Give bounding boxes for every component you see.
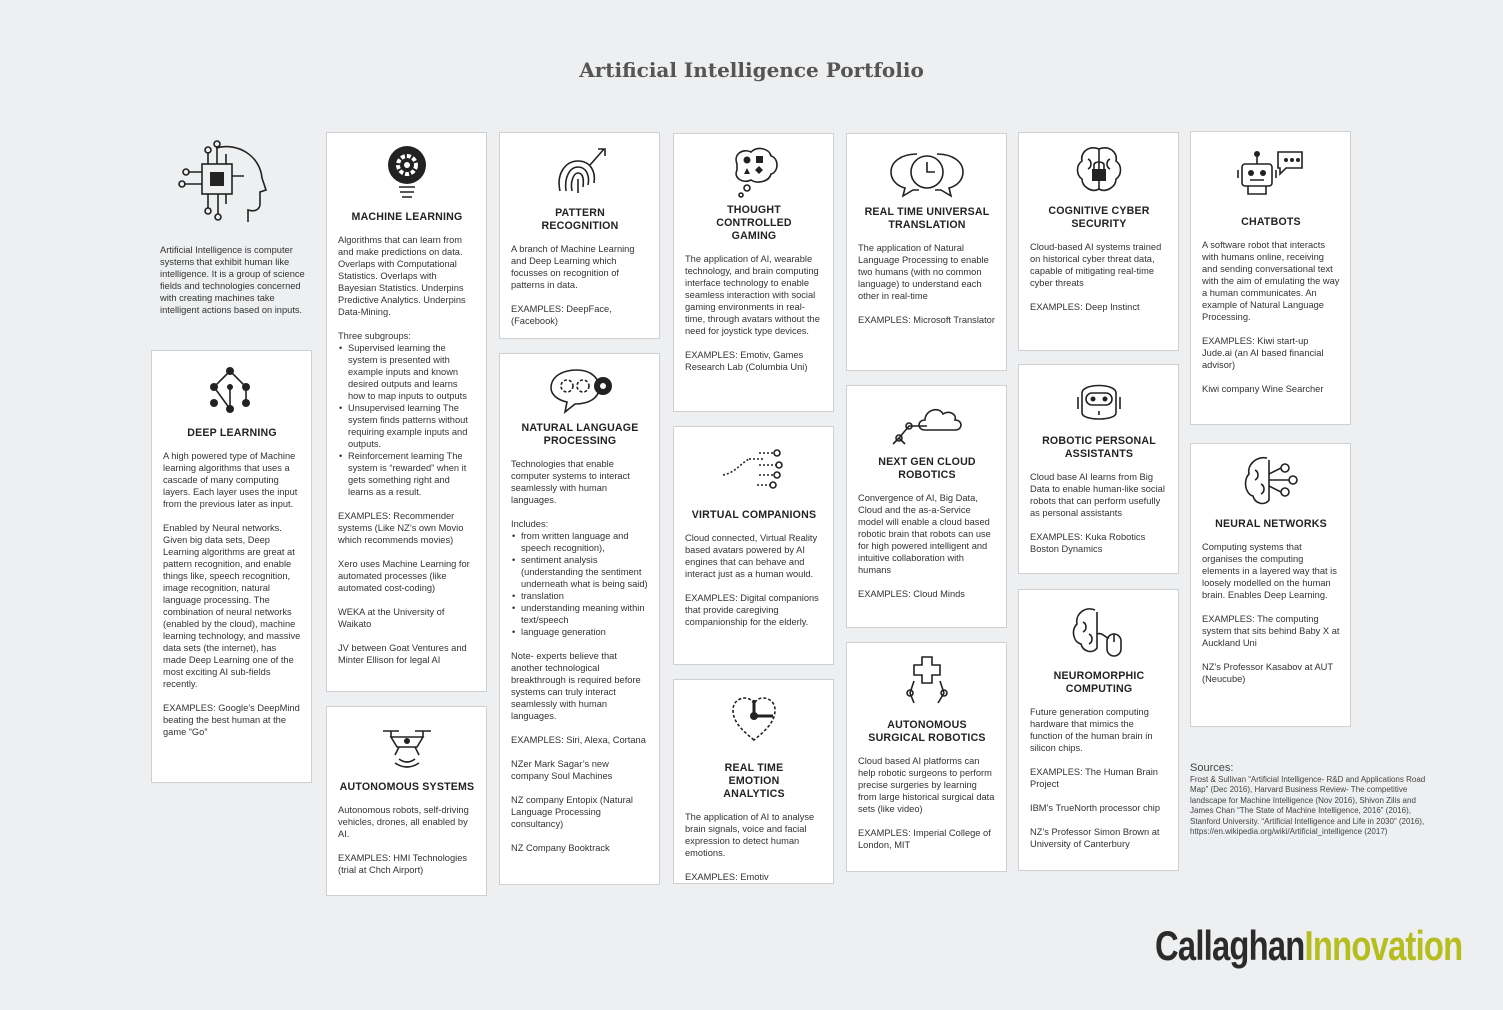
card-title: MACHINE LEARNING [351,211,463,223]
card-text: NZ company Entopix (Natural Language Processing consultancy) [511,795,633,829]
cloud-robot-arm-icon [887,396,967,446]
card-text: The application of AI to analyse brain signals, voice and facial expression to detect human emotions. [685,812,815,858]
card-text: Convergence of AI, Big Data, Cloud and the as-a-Service model will enable a cloud based robotic brain that robots can use for high powered intelligent and intuitive collaboration with humans [858,493,991,575]
speech-gears-icon [545,364,615,414]
card-translation [846,133,1007,371]
card-text: Cloud based AI platforms can help robotic surgeons to perform precise surgeries by learning from large historical surgical data sets (like video) [858,756,995,814]
card-examples: EXAMPLES: Imperial College of London, MIT [858,828,991,850]
list-item: • language generation [511,626,649,638]
speech-clock-icon [887,148,967,198]
card-text: Three subgroups: [338,331,411,341]
list-item: • translation [511,590,649,602]
card-examples: EXAMPLES: Kiwi start-up Jude.ai (an AI based financial advisor) [1202,336,1324,370]
card-text: Enabled by Neural networks. Given big data sets, Deep Learning algorithms are great at pattern recognition, and enable things like, speech recognition, image recognition, natural language processing. The combination of neural networks (enabled by the cloud), machine learning technology, and massive data sets (the internet), has made Deep Learning one of the most exciting AI sub-fields recently. [163,523,301,689]
card-chatbots [1190,131,1351,425]
card-thought-gaming [673,133,834,412]
card-text: Cloud base AI learns from Big Data to enable human-like social robots that can perform usefully as personal assistants [1030,472,1165,518]
card-text: IBM’s TrueNorth processor chip [1030,803,1161,813]
card-text: Technologies that enable computer systems to interact seamlessly with human languages. [511,459,630,505]
card-text: Cloud-based AI systems trained on historical cyber threat data, capable of mitigating real-time cyber threats [1030,242,1162,288]
card-emotion-analytics [673,679,834,884]
list-item: • understanding meaning within text/speech [511,602,649,626]
card-text: Cloud connected, Virtual Reality based avatars powered by AI engines that can behave and interact just as a human would. [685,533,818,579]
card-text: NZ’s Professor Simon Brown at University of Canterbury [1030,827,1160,849]
card-examples: EXAMPLES: Kuka Robotics Boston Dynamics [1030,532,1146,554]
ai-head-circuit-icon [178,140,268,225]
card-title: AUTONOMOUS SURGICAL ROBOTICS [868,719,986,744]
medical-cross-robot-icon [902,653,952,709]
list-item: • Supervised learning the system is presented with example inputs and known desired outputs and learns how to map inputs to outputs [338,342,476,402]
card-examples: EXAMPLES: The computing system that sits behind Baby X at Auckland Uni [1202,614,1340,648]
card-text: A branch of Machine Learning and Deep Learning which focusses on recognition of patterns in data. [511,244,635,290]
card-examples: EXAMPLES: HMI Technologies (trial at Chch Airport) [338,853,468,875]
card-neural-networks [1190,443,1351,727]
card-examples: EXAMPLES: Emotiv [685,872,769,882]
card-examples: EXAMPLES: Siri, Alexa, Cortana [511,735,646,745]
card-examples: EXAMPLES: Digital companions that provide caregiving companionship for the elderly. [685,593,819,627]
virtual-hand-icon [719,445,789,495]
brain-lock-icon [1074,143,1124,197]
card-text: NZer Mark Sagar’s new company Soul Machines [511,759,613,781]
card-title: CHATBOTS [1241,216,1301,228]
lightbulb-gear-icon [384,143,430,201]
card-title: NEXT GEN CLOUD ROBOTICS [878,456,976,481]
card-text: Includes: [511,519,549,529]
card-examples: EXAMPLES: Recommender systems (Like NZ’s own Movio which recommends movies) [338,511,464,545]
card-text: Algorithms that can learn from and make predictions on data. Overlaps with Computational Statistics. Overlaps with Bayesian Statistics. Underpins Predictive Analytics. Underpins Data-Mining. [338,235,466,317]
card-pattern-recognition [499,132,660,339]
card-text: Computing systems that organises the computing elements in a layered way that is loosely modelled on the human brain. Enables Deep Learning. [1202,542,1337,600]
list-item: • sentiment analysis (understanding the sentiment underneath what is being said) [511,554,649,590]
card-machine-learning [326,132,487,692]
card-examples: EXAMPLES: The Human Brain Project [1030,767,1158,789]
neural-dots-icon [202,365,262,415]
card-text: A high powered type of Machine learning algorithms that uses a cascade of many computing layers. Each layer uses the input from the previous later as input. [163,451,298,509]
sources-text: Frost & Sullivan “Artificial Intelligence- R&D and Applications Road Map” (Dec 2016), Harvard Business Review- The competitive landscape for Machine Intelligence (Nov 2016), Shivon Zilis and James Chan “The State of Machine Intelligence, 2016” (2016), Stanford University. “Artificial Intelligence and Life in 2030” (2016), https://en.wikipedia.org/wiki/Artificial_intelligence (2017) [1190,775,1426,837]
list-item: • from written language and speech recognition), [511,530,649,554]
card-text: Xero uses Machine Learning for automated processes (like automated cost-coding) [338,559,470,593]
card-virtual-companions [673,426,834,665]
logo-part-innovation: Innovation [1304,922,1463,969]
card-deep-learning [151,350,312,783]
card-text: Autonomous robots, self-driving vehicles, drones, all enabled by AI. [338,805,469,839]
list-item: • Reinforcement learning The system is “rewarded” when it gets something right and learns as a result. [338,450,476,498]
card-examples: EXAMPLES: Google’s DeepMind beating the best human at the game “Go” [163,703,300,737]
list-item: • Unsupervised learning The system finds patterns without requiring example inputs and outputs. [338,402,476,450]
card-neuromorphic [1018,589,1179,871]
heart-clock-icon [729,692,779,746]
card-title: AUTONOMOUS SYSTEMS [339,781,475,793]
robot-head-icon [1074,379,1124,425]
card-text: The application of AI, wearable technology, and brain computing interface technology to enable seamless interaction with social gaming environments in real-time, through avatars without the need for joystick type devices. [685,254,820,336]
thought-bubble-icon [727,144,781,200]
card-title: PATTERN RECOGNITION [541,207,619,232]
card-nlp [499,353,660,885]
card-title: VIRTUAL COMPANIONS [691,509,817,521]
card-title: NATURAL LANGUAGE PROCESSING [521,422,639,447]
card-text: NZ’s Professor Kasabov at AUT (Neucube) [1202,662,1333,684]
card-title: NEUROMORPHIC COMPUTING [1053,670,1145,695]
card-examples: EXAMPLES: Microsoft Translator [858,315,995,325]
card-examples: EXAMPLES: Emotiv, Games Research Lab (Columbia Uni) [685,350,808,372]
card-text: A software robot that interacts with humans online, receiving and sending conversational text with the aim of emulating the way a human communicates. An example of Natural Language Processing. [1202,240,1340,322]
brain-mouse-icon [1069,604,1129,660]
card-title: THOUGHT CONTROLLED GAMING [716,204,792,242]
card-text: Kiwi company Wine Searcher [1202,384,1324,394]
card-text: JV between Goat Ventures and Minter Ellison for legal AI [338,643,467,665]
card-title: ROBOTIC PERSONAL ASSISTANTS [1042,435,1156,460]
card-title: COGNITIVE CYBER SECURITY [1048,205,1150,230]
intro-text: Artificial Intelligence is computer systems that exhibit human like intelligence. It is a group of science fields and technologies concerned with creating machines take intelligent actions based on inputs. [160,245,305,315]
card-examples: EXAMPLES: DeepFace, (Facebook) [511,304,612,326]
bullet-list [511,530,649,638]
card-title: NEURAL NETWORKS [1215,518,1327,530]
card-cyber-security [1018,132,1179,351]
card-examples: EXAMPLES: Deep Instinct [1030,302,1140,312]
card-cloud-robotics [846,385,1007,628]
bullet-list [338,342,476,498]
card-examples: EXAMPLES: Cloud Minds [858,589,965,599]
intro-text-block [160,244,305,328]
card-surgical-robotics [846,642,1007,872]
card-title: REAL TIME EMOTION ANALYTICS [723,762,785,800]
sources-title: Sources: [1190,762,1234,774]
card-text: WEKA at the University of Waikato [338,607,445,629]
chatbot-icon [1236,148,1306,198]
card-text: NZ Company Booktrack [511,843,610,853]
logo-part-callaghan: Callaghan [1155,922,1305,969]
card-text: The application of Natural Language Processing to enable two humans (with no common language) to understand each other in real-time [858,243,989,301]
card-personal-assistants [1018,364,1179,574]
drone-icon [377,723,437,769]
card-autonomous-systems [326,706,487,896]
card-text: Future generation computing hardware that mimics the function of the human brain in silicon chips. [1030,707,1153,753]
brain-network-icon [1241,454,1301,510]
sources-block [1190,762,1440,837]
fingerprint-icon [550,143,610,199]
card-title: DEEP LEARNING [187,427,277,439]
page-title: Artificial Intelligence Portfolio [579,58,924,82]
card-title: REAL TIME UNIVERSAL TRANSLATION [864,206,990,231]
card-text: Note- experts believe that another technological breakthrough is required before systems can truly interact seamlessly with human languages. [511,651,641,721]
callaghan-innovation-logo [1155,922,1462,970]
